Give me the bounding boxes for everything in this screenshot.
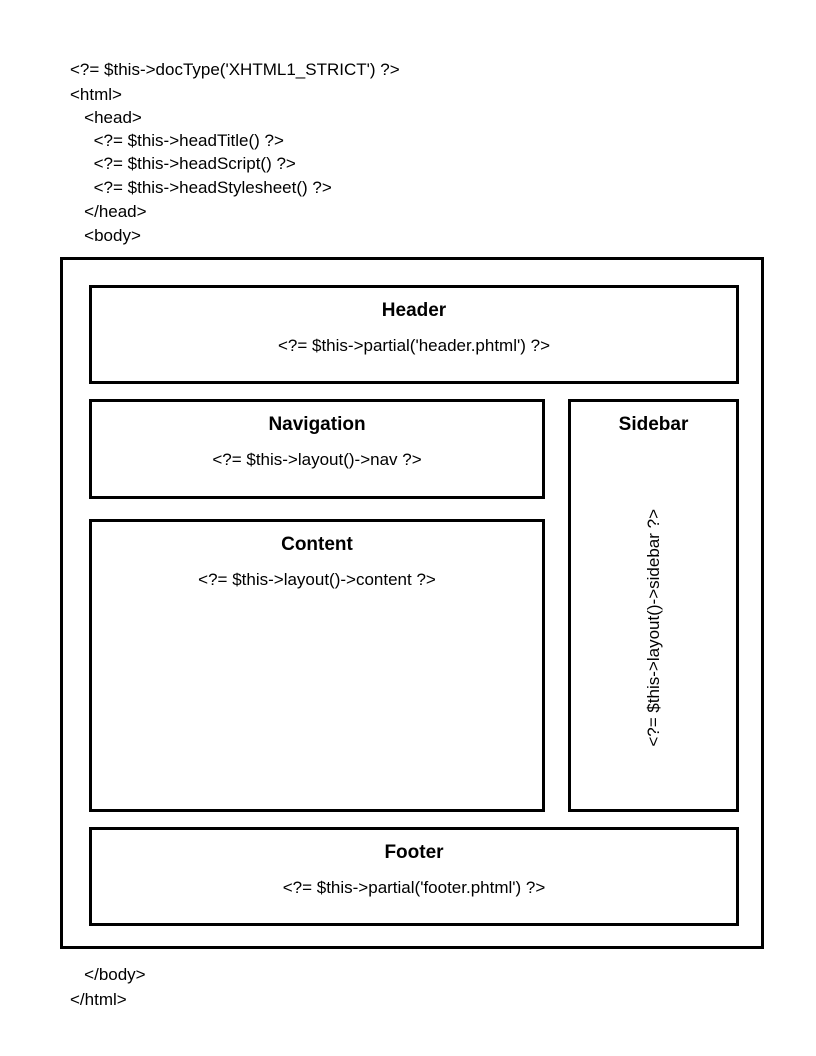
- region-sidebar-code: <?= $this->layout()->sidebar ?>: [643, 509, 663, 747]
- region-navigation-code: <?= $this->layout()->nav ?>: [212, 450, 422, 469]
- code-line-head-stylesheet: <?= $this->headStylesheet() ?>: [70, 178, 332, 197]
- code-line-html-close: </html>: [70, 990, 127, 1009]
- code-line-body-close: </body>: [70, 965, 146, 984]
- region-sidebar-code-wrap: [571, 448, 736, 808]
- code-line-head-script: <?= $this->headScript() ?>: [70, 154, 296, 173]
- region-navigation: [89, 399, 545, 499]
- region-content: [89, 519, 545, 812]
- region-header-title: Header: [381, 300, 447, 321]
- code-line-body-open: <body>: [70, 226, 141, 245]
- region-footer-code: <?= $this->partial('footer.phtml') ?>: [282, 878, 546, 897]
- body-container-box: [60, 257, 764, 949]
- code-line-head-close: </head>: [70, 202, 147, 221]
- region-sidebar: [568, 399, 739, 812]
- region-footer: [89, 827, 739, 926]
- code-line-head-open: <head>: [70, 108, 142, 127]
- code-line-html-open: <html>: [70, 85, 122, 104]
- region-content-code: <?= $this->layout()->content ?>: [198, 570, 436, 589]
- code-line-doctype: <?= $this->docType('XHTML1_STRICT') ?>: [70, 60, 400, 79]
- region-navigation-title: Navigation: [268, 414, 366, 435]
- code-line-head-title: <?= $this->headTitle() ?>: [70, 131, 284, 150]
- region-header: [89, 285, 739, 384]
- region-content-title: Content: [281, 534, 353, 555]
- region-header-code: <?= $this->partial('header.phtml') ?>: [277, 336, 551, 355]
- region-sidebar-title: Sidebar: [618, 414, 689, 435]
- region-footer-title: Footer: [384, 842, 444, 863]
